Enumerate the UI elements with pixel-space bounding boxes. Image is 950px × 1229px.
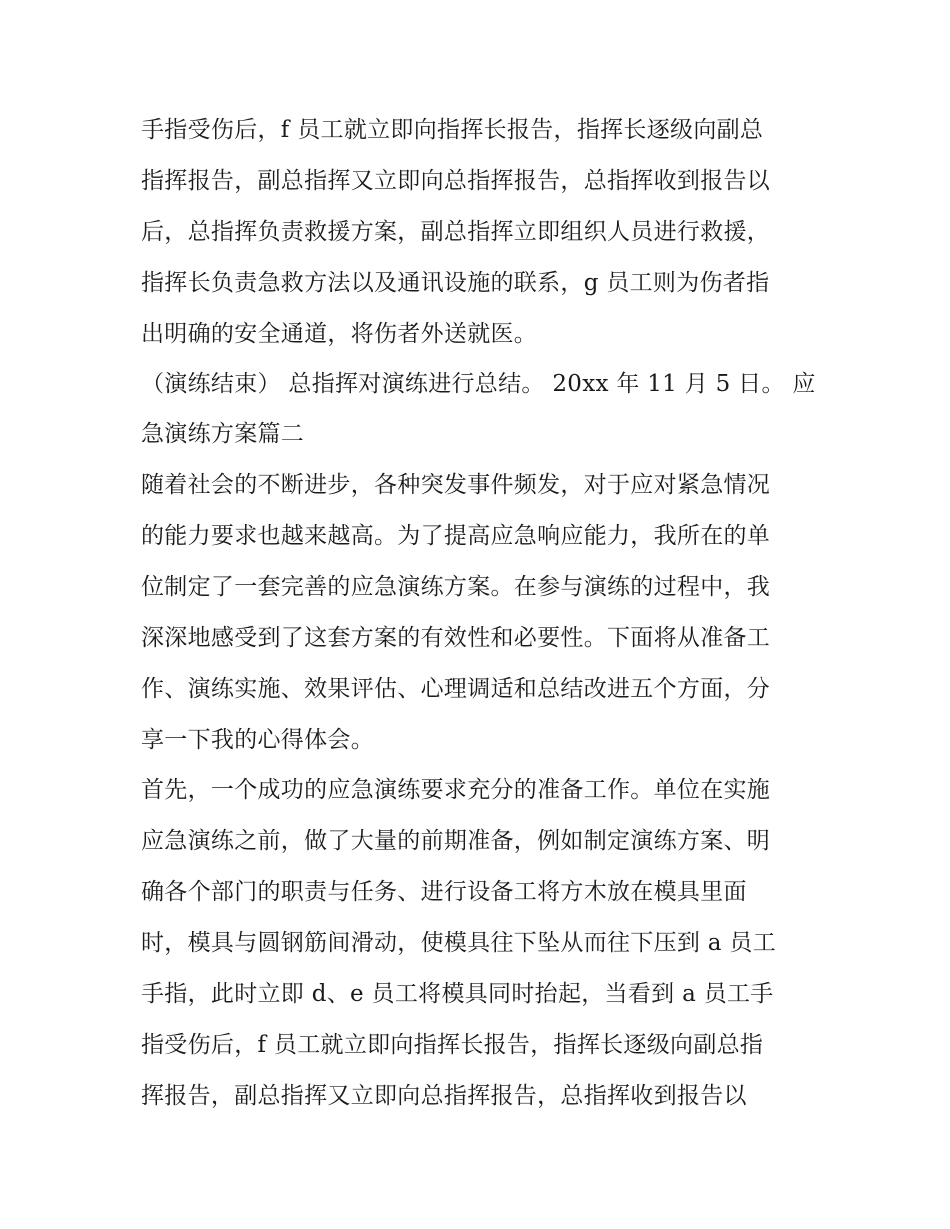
text-line: 享一下我的心得体会。: [141, 727, 374, 753]
text-line: 位制定了一套完善的应急演练方案。在参与演练的过程中，我: [141, 574, 771, 600]
section-heading: 急演练方案篇二: [141, 421, 305, 447]
text-line: 指受伤后，f 员工就立即向指挥长报告，指挥长逐级向副总指: [141, 1032, 764, 1058]
text-line: 时，模具与圆钢筋间滑动，使模具往下坠从而往下压到 a 员工: [141, 930, 777, 956]
text-line: 的能力要求也越来越高。为了提高应急响应能力，我所在的单: [141, 523, 771, 549]
text-line: 指挥报告，副总指挥又立即向总指挥报告，总指挥收到报告以: [141, 168, 771, 194]
text-line: 后，总指挥负责救援方案，副总指挥立即组织人员进行救援，: [141, 219, 771, 245]
text-line: 随着社会的不断进步，各种突发事件频发，对于应对紧急情况: [141, 472, 771, 498]
text-line: 挥报告，副总指挥又立即向总指挥报告，总指挥收到报告以: [141, 1083, 747, 1109]
text-line: 出明确的安全通道，将伤者外送就医。: [141, 321, 538, 347]
text-line: 应急演练之前，做了大量的前期准备，例如制定演练方案、明: [141, 828, 771, 854]
text-line: 指挥长负责急救方法以及通讯设施的联系，g 员工则为伤者指: [141, 270, 770, 296]
text-line: 作、演练实施、效果评估、心理调适和总结改进五个方面，分: [141, 676, 771, 702]
text-line: 深深地感受到了这套方案的有效性和必要性。下面将从准备工: [141, 625, 771, 651]
text-line: 手指受伤后，f 员工就立即向指挥长报告，指挥长逐级向副总: [141, 117, 764, 143]
text-line: （演练结束） 总指挥对演练进行总结。 20xx 年 11 月 5 日。 应: [141, 371, 816, 397]
text-line: 确各个部门的职责与任务、进行设备工将方木放在模具里面: [141, 879, 747, 905]
text-line: 首先，一个成功的应急演练要求充分的准备工作。单位在实施: [141, 777, 771, 803]
text-line: 手指，此时立即 d、e 员工将模具同时抬起，当看到 a 员工手: [141, 981, 774, 1007]
